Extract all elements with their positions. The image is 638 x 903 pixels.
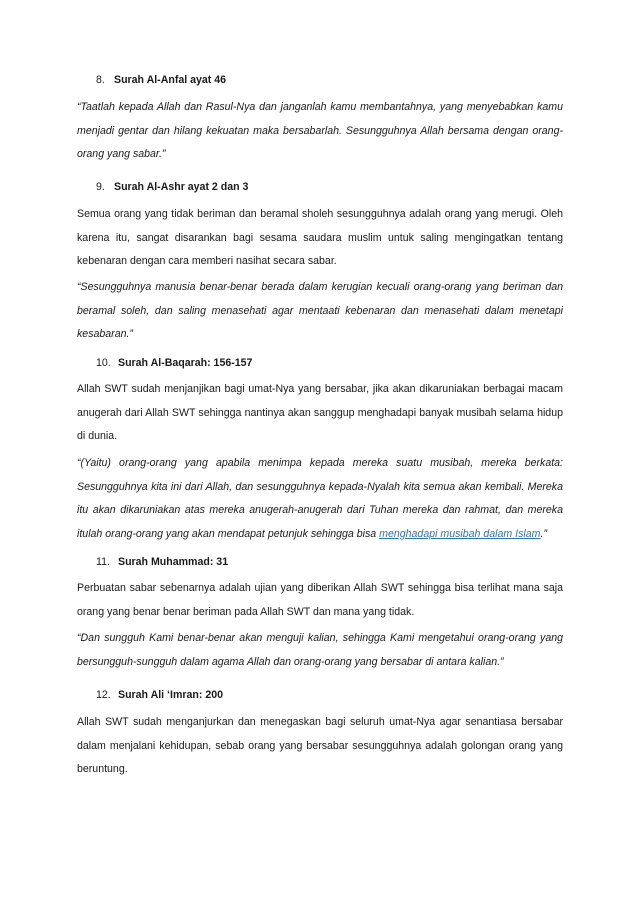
paragraph-line: Semua orang yang tidak beriman dan beramal sholeh sesungguhnya adalah orang yang merugi. Oleh bbox=[77, 208, 563, 220]
paragraph-line: dalam menjalani kehidupan, sebab orang yang bersabar sesungguhnya adalah golongan orang yang bbox=[77, 739, 563, 752]
section-title: Surah Muhammad: 31 bbox=[118, 556, 229, 568]
section-heading bbox=[96, 356, 252, 370]
paragraph-line: Perbuatan sabar sebenarnya adalah ujian yang diberikan Allah SWT sehingga bisa terlihat mana saja bbox=[77, 582, 563, 594]
body-paragraph bbox=[77, 711, 563, 782]
section-title: Surah Al-Ashr ayat 2 dan 3 bbox=[114, 181, 249, 193]
body-paragraph bbox=[77, 577, 563, 624]
quote-paragraph bbox=[77, 452, 563, 546]
section-number: 9. bbox=[96, 181, 105, 193]
paragraph-line: bersungguh-sungguh dalam agama Allah dan orang-orang yang bersabar di antara kalian.” bbox=[77, 655, 504, 668]
paragraph-line: kesabaran.” bbox=[77, 328, 133, 340]
section-title: Surah Al-Baqarah: 156-157 bbox=[118, 357, 253, 369]
paragraph-line: orang yang sabar.” bbox=[77, 148, 166, 160]
body-paragraph bbox=[77, 378, 563, 449]
section-title: Surah Ali ‘Imran: 200 bbox=[118, 689, 223, 701]
paragraph-line: itu akan dikaruniakan atas mereka anugerah-anugerah dari Tuhan mereka dan rahmat, dan mereka bbox=[77, 504, 563, 516]
line-text: itulah orang-orang yang akan mendapat petunjuk sehingga bisa bbox=[77, 527, 380, 540]
paragraph-line: “Dan sungguh Kami benar-benar akan menguji kalian, sehingga Kami mengetahui orang-orang yang bbox=[77, 632, 563, 644]
body-paragraph bbox=[77, 203, 563, 274]
paragraph-line: beramal soleh, dan saling menasehati agar mentaati kebenaran dan menasehati dalam menetapi bbox=[77, 304, 563, 317]
paragraph-line: orang yang benar benar beriman pada Allah SWT dan mana yang tidak. bbox=[77, 605, 415, 618]
paragraph-line: Sesungguhnya kita ini dari Allah, dan sesungguhnya kepada-Nyalah kita semua akan kembali. Mereka bbox=[77, 480, 563, 493]
paragraph-line: “Taatlah kepada Allah dan Rasul-Nya dan janganlah kamu membantahnya, yang menyebabkan kamu bbox=[77, 101, 563, 113]
section-heading bbox=[96, 688, 223, 702]
paragraph-line: anugerah dari Allah SWT sehingga nantinya akan sanggup menghadapi banyak musibah selama hidup bbox=[77, 406, 563, 419]
section-number: 8. bbox=[96, 74, 105, 86]
line-text: .” bbox=[540, 527, 547, 540]
section-title: Surah Al-Anfal ayat 46 bbox=[114, 74, 227, 86]
paragraph-line: kebenaran dengan cara memberi nasihat secara sabar. bbox=[77, 255, 337, 267]
paragraph-line: Allah SWT sudah menjanjikan bagi umat-Nya yang bersabar, jika akan dikaruniakan berbagai macam bbox=[77, 383, 563, 395]
paragraph-line: beruntung. bbox=[77, 763, 128, 775]
section-heading bbox=[96, 555, 228, 569]
section-number: 11. bbox=[96, 556, 110, 568]
section-heading bbox=[96, 73, 226, 87]
quote-paragraph bbox=[77, 627, 563, 674]
paragraph-line: di dunia. bbox=[77, 430, 118, 442]
paragraph-line: “(Yaitu) orang-orang yang apabila menimpa kepada mereka suatu musibah, mereka berkata: bbox=[77, 457, 563, 469]
paragraph-line: Allah SWT sudah menganjurkan dan menegaskan bagi seluruh umat-Nya agar senantiasa bersabar bbox=[77, 716, 563, 728]
quote-paragraph bbox=[77, 96, 563, 167]
section-number: 12. bbox=[96, 689, 111, 701]
paragraph-line: “Sesungguhnya manusia benar-benar berada dalam kerugian kecuali orang-orang yang beriman dan bbox=[77, 281, 563, 293]
section-number: 10. bbox=[96, 357, 111, 369]
quote-paragraph bbox=[77, 276, 563, 347]
paragraph-line bbox=[77, 523, 563, 547]
section-heading bbox=[96, 180, 248, 194]
paragraph-line: karena itu, sangat disarankan bagi sesama saudara muslim untuk saling mengingatkan tentang bbox=[77, 231, 563, 244]
paragraph-line: menjadi gentar dan hilang kekuatan maka bersabarlah. Sesungguhnya Allah bersama dengan orang- bbox=[77, 124, 563, 137]
musibah-link[interactable]: menghadapi musibah dalam Islam bbox=[379, 527, 541, 540]
